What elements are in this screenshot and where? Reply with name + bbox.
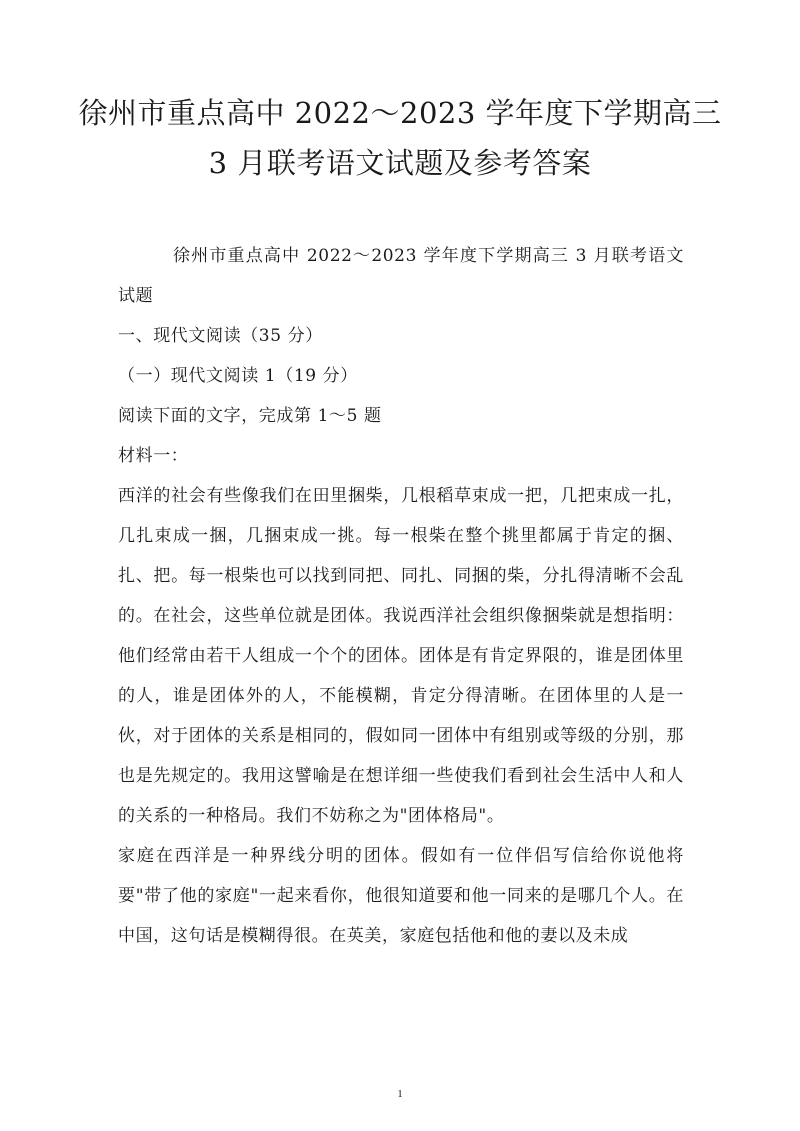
- intro-paragraph: 徐州市重点高中 2022～2023 学年度下学期高三 3 月联考语文试题: [118, 246, 684, 306]
- page-number: 1: [397, 1088, 403, 1100]
- material-label: 材料一：: [118, 446, 189, 466]
- document-body: [118, 236, 684, 956]
- section-heading: 一、现代文阅读（35 分）: [118, 326, 323, 346]
- subsection-heading: （一）现代文阅读 1（19 分）: [118, 366, 358, 386]
- material-paragraph-2: 家庭在西洋是一种界线分明的团体。假如有一位伴侣写信给你说他将要"带了他的家庭"一起来看你，他很知道要和他一同来的是哪几个人。在中国，这句话是模糊得很。在英美，家庭包括他和他的妻以及未成: [118, 846, 684, 946]
- document-title-line-1: 徐州市重点高中 2022～2023 学年度下学期高三: [78, 96, 722, 130]
- reading-instruction: 阅读下面的文字，完成第 1～5 题: [118, 406, 382, 426]
- document-title-line-2: 3 月联考语文试题及参考答案: [208, 146, 592, 180]
- material-paragraph-1: 西洋的社会有些像我们在田里捆柴，几根稻草束成一把，几把束成一扎，几扎束成一捆，几捆束成一挑。每一根柴在整个挑里都属于肯定的捆、扎、把。每一根柴也可以找到同把、同扎、同捆的柴，分扎得清晰不会乱的。在社会，这些单位就是团体。我说西洋社会组织像捆柴就是想指明：他们经常由若干人组成一个个的团体。团体是有肯定界限的，谁是团体里的人，谁是团体外的人，不能模糊，肯定分得清晰。在团体里的人是一伙，对于团体的关系是相同的，假如同一团体中有组别或等级的分别，那也是先规定的。我用这譬喻是在想详细一些使我们看到社会生活中人和人的关系的一种格局。我们不妨称之为"团体格局"。: [118, 486, 684, 826]
